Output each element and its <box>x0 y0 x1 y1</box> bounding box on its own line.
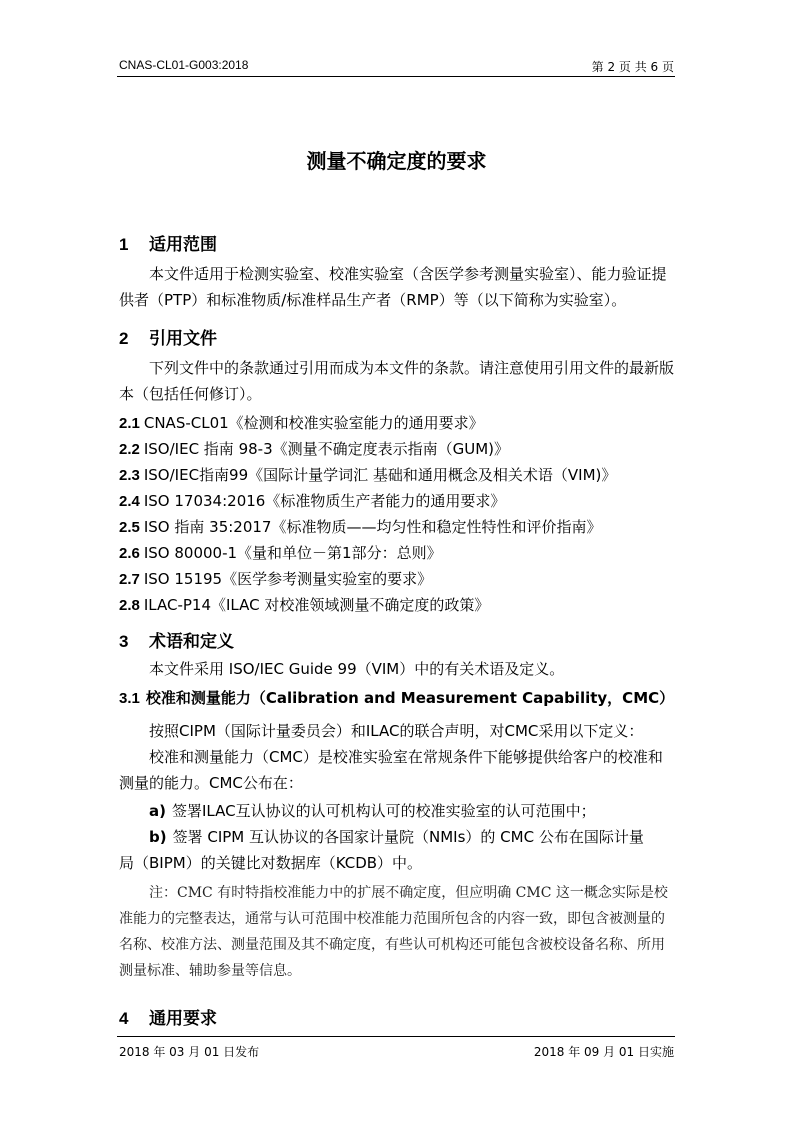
section-number: 1 <box>119 235 129 254</box>
list-item-a <box>149 800 596 821</box>
item-number: 2.8 <box>119 597 140 614</box>
item-text: ISO 指南 35:2017《标准物质——均匀性和稳定性特性和评价指南》 <box>143 518 602 536</box>
subsection-title: 校准和测量能力（Calibration and Measurement Capability，CMC） <box>145 689 675 707</box>
item-number: 2.2 <box>119 441 140 458</box>
cmc-note: 注：CMC 有时特指校准能力中的扩展不确定度，但应明确 CMC 这一概念实际是校准能力的完整表达，通常与认可范围中校准能力范围所包含的内容一致，即包含被测量的名称、校准方法、测量范围及其不确定度，有些认可机构还可能包含被校设备名称、所用测量标准、辅助参量等信息。 <box>119 885 668 979</box>
header-page-info: 第 2 页 共 6 页 <box>591 60 674 74</box>
section-title: 通用要求 <box>149 1009 217 1029</box>
section-2-heading <box>119 324 217 349</box>
item-text: ILAC-P14《ILAC 对校准领域测量不确定度的政策》 <box>143 596 490 614</box>
item-text: ISO 80000-1《量和单位－第1部分：总则》 <box>143 544 442 562</box>
section-3-body: 本文件采用 ISO/IEC Guide 99（VIM）中的有关术语及定义。 <box>149 660 565 678</box>
list-item-b-continuation: 局（BIPM）的关键比对数据库（KCDB）中。 <box>119 854 423 872</box>
item-text: ISO 15195《医学参考测量实验室的要求》 <box>143 570 433 588</box>
item-number: 2.7 <box>119 571 140 588</box>
list-item-b <box>149 826 644 847</box>
list-text: 签署 CIPM 互认协议的各国家计量院（NMIs）的 CMC 公布在国际计量 <box>172 828 644 846</box>
reference-item <box>119 412 484 433</box>
section-1-body: 本文件适用于检测实验室、校准实验室（含医学参考测量实验室）、能力验证提供者（PTP）和标准物质/标准样品生产者（RMP）等（以下简称为实验室）。 <box>119 265 667 309</box>
cmc-definition-intro: 按照CIPM（国际计量委员会）和ILAC的联合声明，对CMC采用以下定义： <box>149 722 644 740</box>
section-title: 术语和定义 <box>149 632 234 652</box>
section-title: 适用范围 <box>149 235 217 255</box>
list-marker: b) <box>149 828 167 846</box>
section-3-heading <box>119 627 234 652</box>
document-title: 测量不确定度的要求 <box>306 149 487 173</box>
section-4-heading <box>119 1004 217 1029</box>
footer-effective-date: 2018 年 09 月 01 日实施 <box>533 1045 674 1059</box>
item-text: ISO/IEC 指南 98-3《测量不确定度表示指南（GUM)》 <box>143 440 510 458</box>
reference-item <box>119 438 509 459</box>
item-text: ISO/IEC指南99《国际计量学词汇 基础和通用概念及相关术语（VIM)》 <box>143 466 617 484</box>
item-text: CNAS-CL01《检测和校准实验室能力的通用要求》 <box>143 414 484 432</box>
header-divider <box>117 76 675 77</box>
footer-divider <box>117 1036 675 1037</box>
reference-item <box>119 490 505 511</box>
subsection-number: 3.1 <box>119 690 140 707</box>
reference-item <box>119 568 432 589</box>
item-number: 2.6 <box>119 545 140 562</box>
reference-item <box>119 594 489 615</box>
section-title: 引用文件 <box>149 329 217 349</box>
cmc-definition: 校准和测量能力（CMC）是校准实验室在常规条件下能够提供给客户的校准和测量的能力。CMC公布在： <box>119 748 663 792</box>
reference-item <box>119 464 616 485</box>
list-text: 签署ILAC互认协议的认可机构认可的校准实验室的认可范围中； <box>171 802 596 820</box>
section-2-body: 下列文件中的条款通过引用而成为本文件的条款。请注意使用引用文件的最新版本（包括任何修订）。 <box>119 359 675 403</box>
item-text: ISO 17034:2016《标准物质生产者能力的通用要求》 <box>143 492 506 510</box>
section-number: 3 <box>119 632 129 651</box>
section-number: 2 <box>119 329 129 348</box>
item-number: 2.4 <box>119 493 140 510</box>
reference-item <box>119 516 601 537</box>
subsection-3-1-heading <box>119 687 674 708</box>
reference-item <box>119 542 442 563</box>
item-number: 2.1 <box>119 415 140 432</box>
footer-published-date: 2018 年 03 月 01 日发布 <box>119 1045 260 1059</box>
header-doc-code: CNAS-CL01-G003:2018 <box>119 58 249 72</box>
item-number: 2.3 <box>119 467 140 484</box>
section-number: 4 <box>119 1009 129 1028</box>
item-number: 2.5 <box>119 519 140 536</box>
section-1-heading <box>119 230 217 255</box>
list-marker: a) <box>149 802 166 820</box>
